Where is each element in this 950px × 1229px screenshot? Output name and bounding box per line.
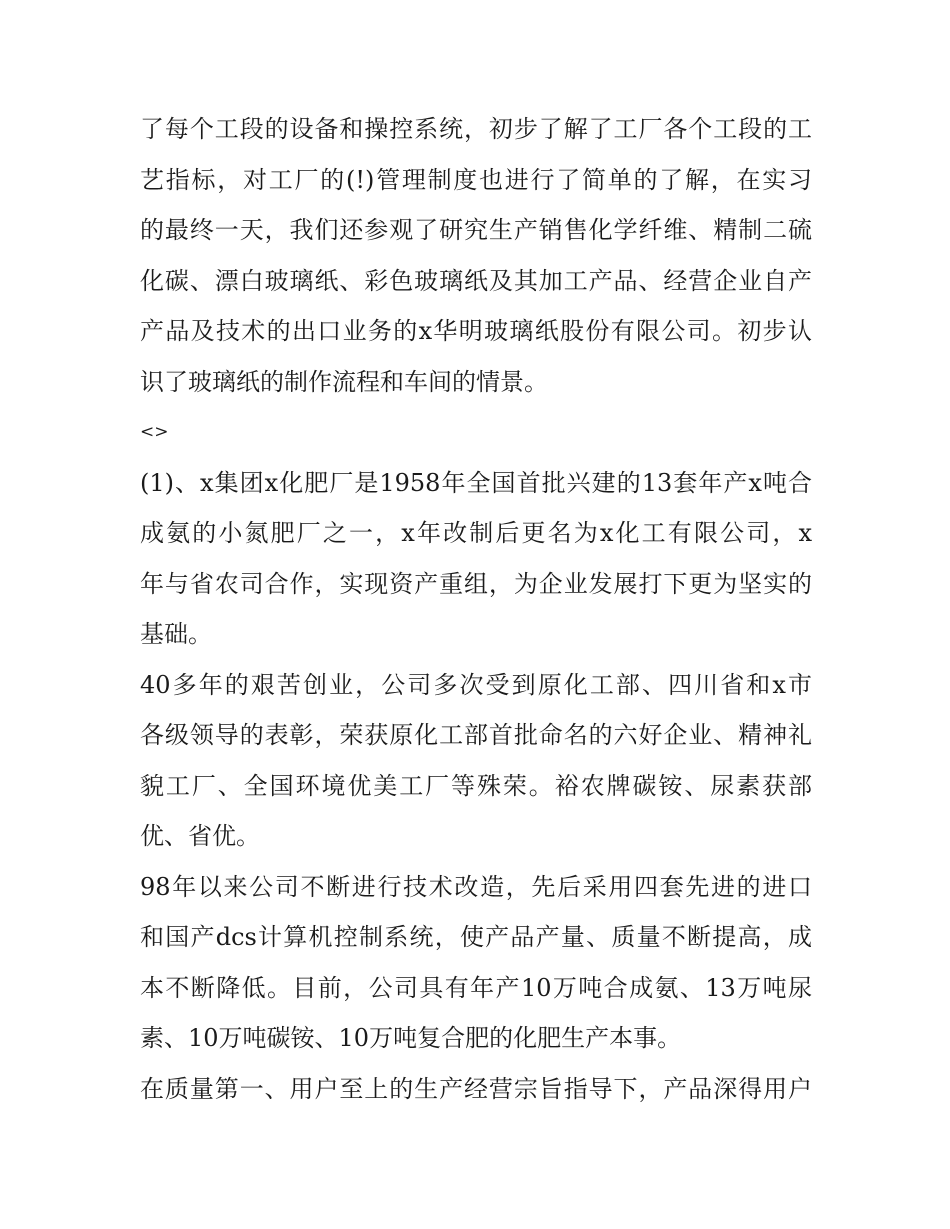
text-line: 本不断降低。目前，公司具有年产10万吨合成氨、13万吨尿 bbox=[140, 973, 812, 1002]
text-line: 化碳、漂白玻璃纸、彩色玻璃纸及其加工产品、经营企业自产 bbox=[140, 266, 812, 295]
text-line: 成氨的小氮肥厂之一，x年改制后更名为x化工有限公司，x bbox=[140, 519, 812, 547]
text-line: 的最终一天，我们还参观了研究生产销售化学纤维、精制二硫 bbox=[140, 216, 812, 244]
text-line: <> bbox=[140, 422, 169, 442]
text-line: 在质量第一、用户至上的生产经营宗旨指导下，产品深得用户 bbox=[140, 1074, 812, 1103]
text-line: 素、10万吨碳铵、10万吨复合肥的化肥生产本事。 bbox=[140, 1024, 682, 1052]
text-line: 艺指标，对工厂的(!)管理制度也进行了简单的了解，在实习 bbox=[140, 165, 812, 194]
text-line: 基础。 bbox=[140, 620, 212, 648]
text-line: (1)、x集团x化肥厂是1958年全国首批兴建的13套年产x吨合 bbox=[140, 468, 812, 497]
text-line: 产品及技术的出口业务的x华明玻璃纸股份有限公司。初步认 bbox=[140, 317, 812, 345]
text-line: 40多年的艰苦创业，公司多次受到原化工部、四川省和x市 bbox=[140, 670, 812, 699]
text-line: 了每个工段的设备和操控系统，初步了解了工厂各个工段的工 bbox=[140, 115, 812, 143]
text-line: 和国产dcs计算机控制系统，使产品产量、质量不断提高，成 bbox=[140, 923, 812, 951]
text-line: 98年以来公司不断进行技术改造，先后采用四套先进的进口 bbox=[140, 872, 812, 901]
text-line: 识了玻璃纸的制作流程和车间的情景。 bbox=[140, 367, 548, 396]
text-line: 年与省农司合作，实现资产重组，为企业发展打下更为坚实的 bbox=[140, 569, 812, 598]
text-line: 貌工厂、全国环境优美工厂等殊荣。裕农牌碳铵、尿素获部 bbox=[140, 771, 812, 800]
text-line: 优、省优。 bbox=[140, 822, 260, 850]
text-line: 各级领导的表彰，荣获原化工部首批命名的六好企业、精神礼 bbox=[140, 721, 812, 749]
document-body bbox=[140, 104, 812, 1114]
